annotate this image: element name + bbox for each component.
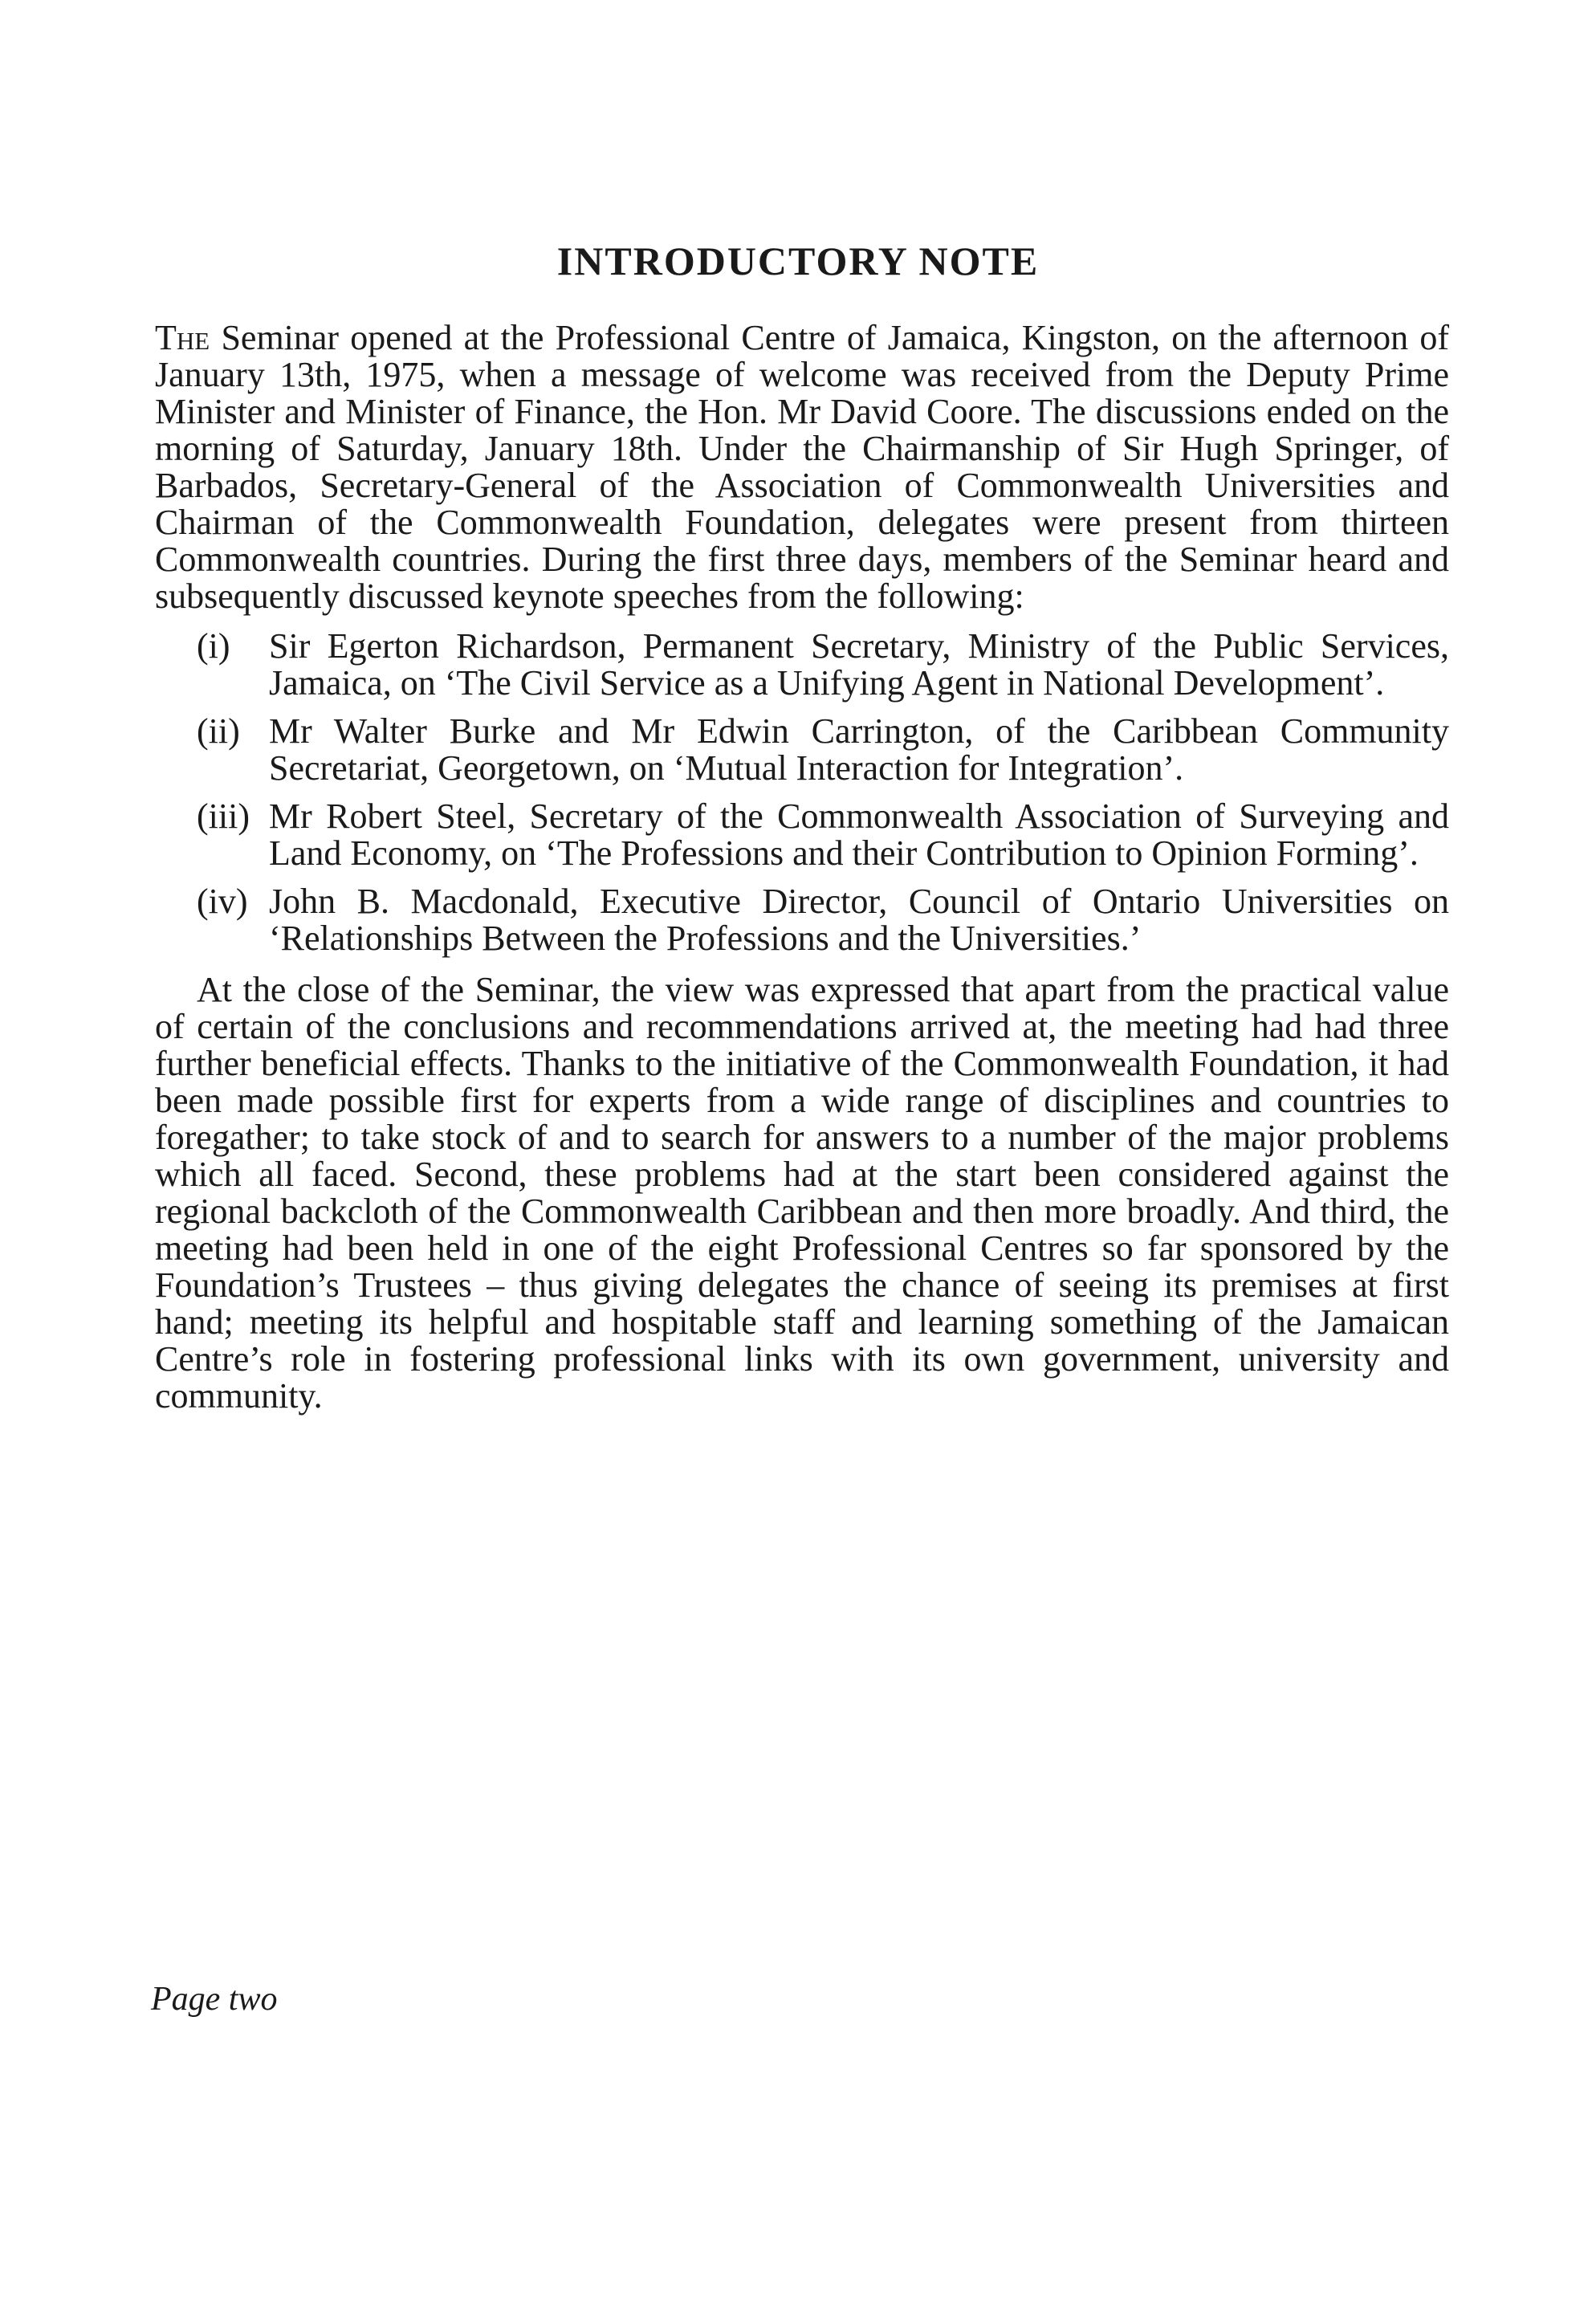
intro-paragraph bbox=[155, 320, 1449, 615]
body-text bbox=[155, 320, 1449, 1415]
list-item bbox=[155, 883, 1449, 957]
list-item-text: Sir Egerton Richardson, Permanent Secretary, Ministry of the Public Services, Jamaica, on ‘The Civil Service as a Unifying Agent in National Development’. bbox=[269, 626, 1449, 703]
list-item bbox=[155, 713, 1449, 787]
list-item-text: John B. Macdonald, Executive Director, Council of Ontario Universities on ‘Relationships Between the Professions and the Universities.’ bbox=[269, 882, 1449, 958]
intro-text: Seminar opened at the Professional Centre of Jamaica, Kingston, on the afternoon of January 13th, 1975, when a message of welcome was received from the Deputy Prime Minister and Minister of Finance, the Hon. Mr David Coore. The discussions ended on the morning of Saturday, January 18th. Under the Chairmanship of Sir Hugh Springer, of Barbados, Secretary-General of the Association of Commonwealth Universities and Chairman of the Commonwealth Foundation, delegates were present from thirteen Commonwealth countries. During the first three days, members of the Seminar heard and subsequently discussed keynote speeches from the following: bbox=[155, 318, 1449, 616]
speaker-list bbox=[155, 628, 1449, 957]
intro-lead-word: The bbox=[155, 318, 210, 357]
list-item-number: (iv) bbox=[197, 882, 248, 921]
list-item bbox=[155, 798, 1449, 872]
closing-paragraph: At the close of the Seminar, the view was expressed that apart from the practical value of certain of the conclusions and recommendations arrived at, the meeting had had three further beneficial effects. Thanks to the initiative of the Commonwealth Foundation, it had been made possible first for experts from a wide range of disciplines and countries to foregather; to take stock of and to search for answers to a number of the major problems which all faced. Second, these problems had at the start been considered against the regional backcloth of the Commonwealth Caribbean and then more broadly. And third, the meeting had been held in one of the eight Professional Centres so far sponsored by the Foundation’s Trustees – thus giving delegates the chance of seeing its premises at first hand; meeting its helpful and hospitable staff and learning something of the Jamaican Centre’s role in fostering professional links with its own government, university and community. bbox=[155, 970, 1449, 1416]
page-title: INTRODUCTORY NOTE bbox=[556, 238, 1040, 283]
list-item-number: (i) bbox=[197, 626, 230, 666]
list-item bbox=[155, 628, 1449, 702]
list-item-text: Mr Robert Steel, Secretary of the Commonwealth Association of Surveying and Land Economy, on ‘The Professions and their Contribution to Opinion Forming’. bbox=[269, 796, 1449, 873]
page-footer: Page two bbox=[151, 1981, 278, 2018]
list-item-number: (ii) bbox=[197, 711, 240, 751]
list-item-number: (iii) bbox=[197, 796, 250, 836]
list-item-text: Mr Walter Burke and Mr Edwin Carrington, of the Caribbean Community Secretariat, Georgetown, on ‘Mutual Interaction for Integration’. bbox=[269, 711, 1449, 788]
